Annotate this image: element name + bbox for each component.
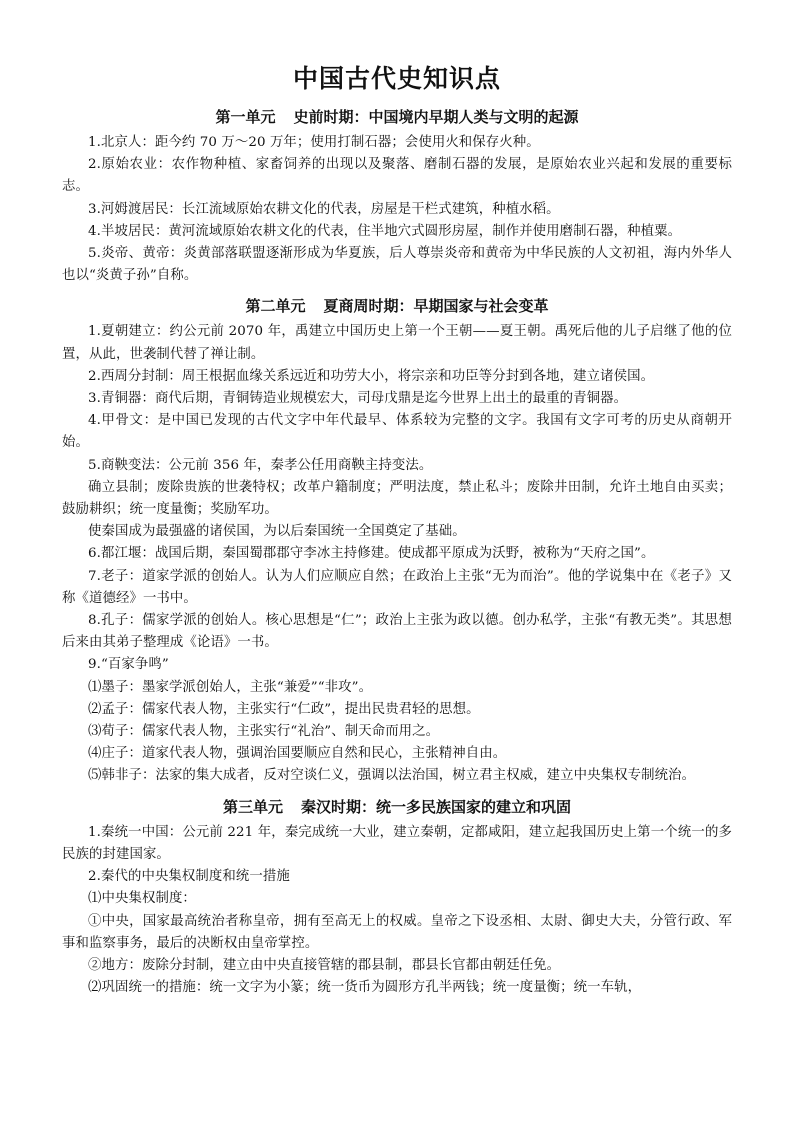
unit-number: 第三单元 <box>222 797 283 816</box>
paragraph: 3.河姆渡居民：长江流域原始农耕文化的代表，房屋是干栏式建筑，种植水稻。 <box>88 201 560 217</box>
paragraph: ⑵孟子：儒家代表人物，主张实行“仁政”，提出民贵君轻的思想。 <box>88 701 480 717</box>
paragraph: 1.北京人：距今约 70 万～20 万年；使用打制石器；会使用火和保存火种。 <box>88 135 540 150</box>
paragraph: ⑴墨子：墨家学派创始人，主张“兼爱”“非攻”。 <box>88 679 373 695</box>
paragraph: 5.炎帝、黄帝：炎黄部落联盟逐渐形成为华夏族，后人尊崇炎帝和黄帝为中华民族的人文初祖，海内外华人也以“炎黄子孙”自称。 <box>62 246 732 284</box>
unit-title: 史前时期：中国境内早期人类与文明的起源 <box>293 108 579 126</box>
paragraph: 2.秦代的中央集权制度和统一措施 <box>88 869 290 885</box>
paragraph: ⑷庄子：道家代表人物，强调治国要顺应自然和民心，主张精神自由。 <box>88 746 507 762</box>
paragraph: ②地方：废除分封制，建立由中央直接管辖的郡县制，郡县长官都由朝廷任免。 <box>88 957 561 973</box>
paragraph: 1.秦统一中国：公元前 221 年，秦完成统一大业，建立秦朝，定都咸阳，建立起我国历史上第一个统一的多民族的封建国家。 <box>62 824 732 862</box>
paragraph: 6.都江堰：战国后期，秦国蜀郡郡守李冰主持修建。使成都平原成为沃野，被称为“天府之国”。 <box>88 546 655 562</box>
unit-number: 第一单元 <box>215 108 276 126</box>
unit-title: 秦汉时期：统一多民族国家的建立和巩固 <box>301 797 572 816</box>
paragraph: 8.孔子：儒家学派的创始人。核心思想是“仁”；政治上主张为政以德。创办私学，主张“有教无类”。其思想后来由其弟子整理成《论语》一书。 <box>62 613 732 651</box>
unit-section-3 <box>62 796 732 1000</box>
page-title: 中国古代史知识点 <box>292 64 501 93</box>
paragraph: 确立县制；废除贵族的世袭特权；改革户籍制度；严明法度，禁止私斗；废除井田制，允许土地自由买卖；鼓励耕织；统一度量衡；奖励军功。 <box>62 479 732 518</box>
paragraph: 2.原始农业：农作物种植、家畜饲养的出现以及聚落、磨制石器的发展，是原始农业兴起和发展的重要标志。 <box>62 157 732 195</box>
paragraph: ⑸韩非子：法家的集大成者，反对空谈仁义，强调以法治国，树立君主权威，建立中央集权专制统治。 <box>88 768 696 784</box>
paragraph: 7.老子：道家学派的创始人。认为人们应顺应自然；在政治上主张“无为而治”。他的学说集中在《老子》又称《道德经》一书中。 <box>62 568 732 606</box>
unit-number: 第二单元 <box>245 297 306 316</box>
unit-section-1 <box>62 106 732 287</box>
paragraph: 使秦国成为最强盛的诸侯国，为以后秦国统一全国奠定了基础。 <box>88 524 466 540</box>
unit-section-2 <box>62 295 732 787</box>
paragraph: 3.青铜器：商代后期，青铜铸造业规模宏大，司母戊鼎是迄今世界上出土的最重的青铜器。 <box>88 391 628 407</box>
paragraph: ①中央，国家最高统治者称皇帝，拥有至高无上的权威。皇帝之下设丞相、太尉、御史大夫，分管行政、军事和监察事务，最后的决断权由皇帝掌控。 <box>62 913 732 951</box>
unit-heading <box>62 295 732 317</box>
paragraph: 5.商鞅变法：公元前 356 年，秦孝公任用商鞅主持变法。 <box>88 457 433 473</box>
paragraph: 4.甲骨文：是中国已发现的古代文字中年代最早、体系较为完整的文字。我国有文字可考的历史从商朝开始。 <box>62 413 732 451</box>
paragraph: ⑶荀子：儒家代表人物，主张实行“礼治”、制天命而用之。 <box>88 724 440 740</box>
paragraph: ⑴中央集权制度： <box>88 891 196 907</box>
unit-title: 夏商周时期：早期国家与社会变革 <box>323 297 549 316</box>
unit-heading <box>62 106 732 128</box>
paragraph: 4.半坡居民：黄河流域原始农耕文化的代表，住半地穴式圆形房屋，制作并使用磨制石器，种植粟。 <box>88 223 682 239</box>
paragraph: 1.夏朝建立：约公元前 2070 年，禹建立中国历史上第一个王朝——夏王朝。禹死后他的儿子启继了他的位置，从此，世袭制代替了禅让制。 <box>62 324 732 362</box>
unit-heading <box>62 796 732 818</box>
paragraph: 9.“百家争鸣” <box>88 657 169 673</box>
paragraph: ⑵巩固统一的措施：统一文字为小篆；统一货币为圆形方孔半两钱；统一度量衡；统一车轨， <box>88 980 642 996</box>
paragraph: 2.西周分封制：周王根据血缘关系远近和功劳大小，将宗亲和功臣等分封到各地，建立诸侯国。 <box>88 368 655 384</box>
